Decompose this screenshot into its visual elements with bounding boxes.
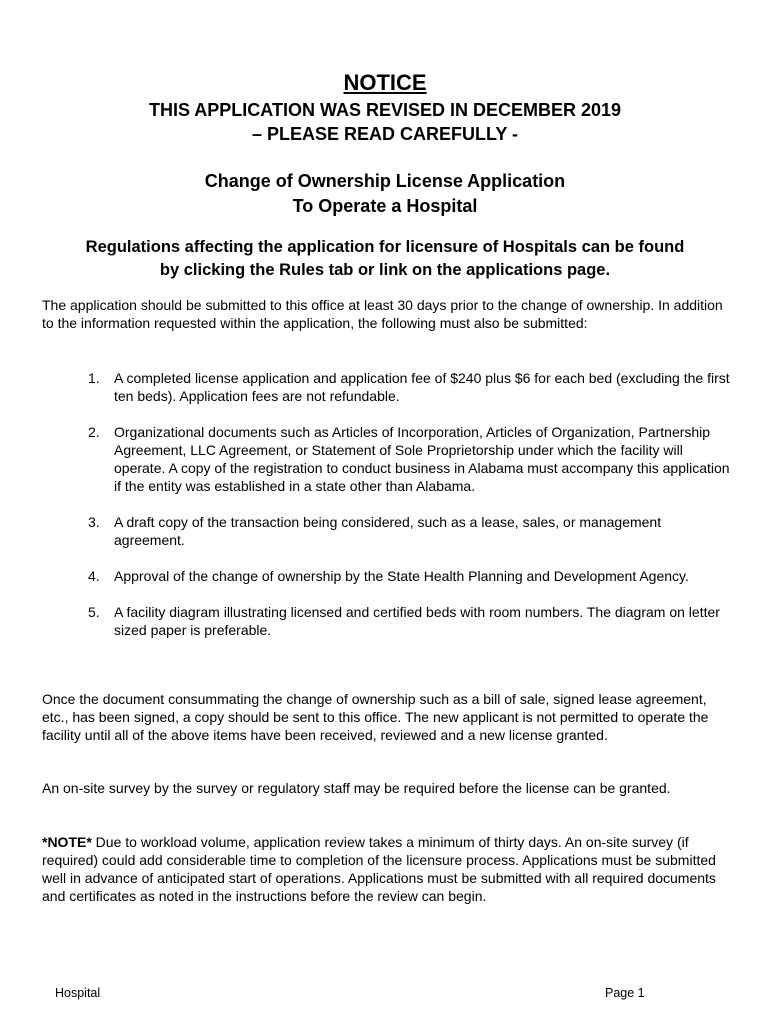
document-title — [0, 169, 770, 219]
requirement-number: 5. — [88, 604, 100, 620]
ownership-transfer-paragraph: Once the document consummating the change of ownership such as a bill of sale, signed lease agreement, etc., has been signed, a copy should be sent to this office. The new applicant is not permitted to operate the facility until all of the above items have been received, reviewed and a new license granted. — [42, 691, 709, 743]
requirement-number: 1. — [88, 370, 100, 386]
requirement-text: Approval of the change of ownership by the State Health Planning and Development Agency. — [114, 568, 689, 584]
requirement-text: Organizational documents such as Articles of Incorporation, Articles of Organization, Partnership Agreement, LLC Agreement, or Statement of Sole Proprietorship under which the facility will operate. A copy of the registration to conduct business in Alabama must accompany this application if the entity was established in a state other than Alabama. — [114, 424, 730, 494]
requirement-number: 3. — [88, 514, 100, 530]
note-label: *NOTE* — [42, 834, 92, 850]
requirements-list — [42, 369, 732, 657]
title-line-2: To Operate a Hospital — [292, 196, 478, 216]
regulations-line-2: by clicking the Rules tab or link on the applications page. — [159, 261, 611, 279]
revision-notice — [0, 98, 770, 146]
footer-page-number: Page 1 — [605, 986, 645, 1000]
requirement-number: 4. — [88, 568, 100, 584]
requirement-text: A facility diagram illustrating licensed and certified beds with room numbers. The diagram on letter sized paper is preferable. — [114, 604, 720, 638]
revision-line-2: – PLEASE READ CAREFULLY - — [251, 124, 519, 144]
regulations-notice — [30, 236, 740, 282]
requirement-item — [42, 369, 732, 405]
regulations-line-1: Regulations affecting the application for licensure of Hospitals can be found — [85, 238, 685, 256]
note-paragraph — [42, 833, 732, 905]
requirement-item — [42, 567, 732, 585]
requirement-item — [42, 423, 732, 495]
notice-heading: NOTICE — [343, 70, 427, 95]
title-line-1: Change of Ownership License Application — [204, 171, 566, 191]
revision-line-1: THIS APPLICATION WAS REVISED IN DECEMBER 2019 — [148, 100, 622, 120]
survey-paragraph: An on-site survey by the survey or regulatory staff may be required before the license can be granted. — [42, 780, 671, 796]
requirement-item — [42, 513, 732, 549]
requirement-number: 2. — [88, 424, 100, 440]
note-text: Due to workload volume, application review takes a minimum of thirty days. An on-site survey (if required) could add considerable time to completion of the licensure process. Applications must be submitted well in advance of anticipated start of operations. Applications must be submitted with all required documents and certificates as noted in the instructions before the review can begin. — [42, 834, 716, 904]
intro-paragraph: The application should be submitted to this office at least 30 days prior to the change of ownership. In addition to the information requested within the application, the following must also be submitted: — [42, 297, 723, 331]
requirement-item — [42, 603, 732, 639]
requirement-text: A completed license application and application fee of $240 plus $6 for each bed (excluding the first ten beds). Application fees are not refundable. — [114, 370, 730, 404]
requirement-text: A draft copy of the transaction being considered, such as a lease, sales, or management agreement. — [114, 514, 662, 548]
footer-facility-type: Hospital — [55, 986, 101, 1000]
